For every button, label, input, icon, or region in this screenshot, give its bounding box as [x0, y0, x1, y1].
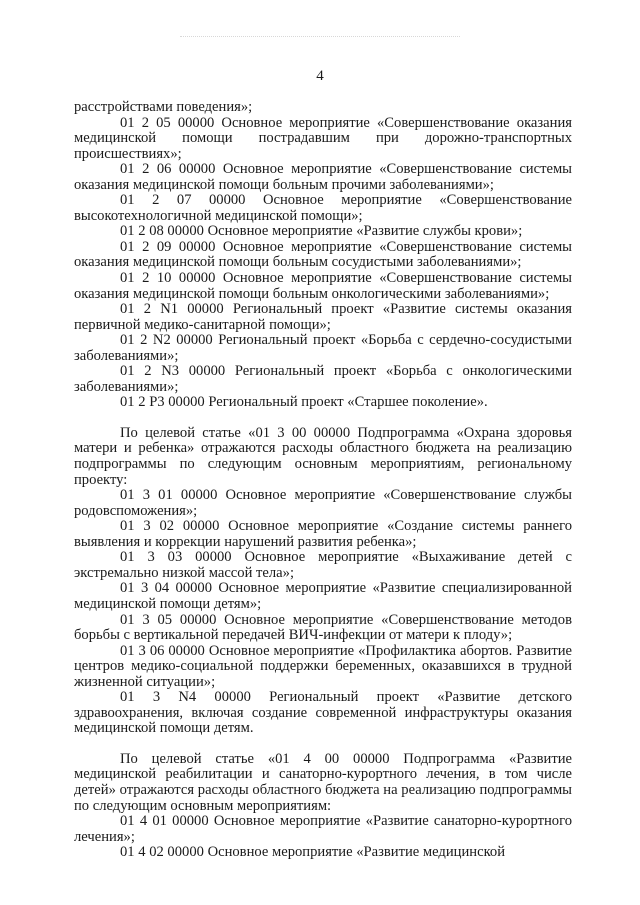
paragraph: 01 4 01 00000 Основное мероприятие «Развитие санаторно-курортного лечения»; [74, 813, 572, 845]
paragraph: 01 3 01 00000 Основное мероприятие «Совершенствование службы родовспоможения»; [74, 487, 572, 519]
paragraph: 01 2 07 00000 Основное мероприятие «Совершенствование высокотехнологичной медицинской помощи»; [74, 192, 572, 224]
scan-artifact-line [180, 36, 460, 38]
document-body [74, 100, 572, 861]
paragraph: 01 3 05 00000 Основное мероприятие «Совершенствование методов борьбы с вертикальной передачей ВИЧ-инфекции от матери к плоду»; [74, 611, 572, 644]
paragraph: 01 4 02 00000 Основное мероприятие «Развитие медицинской [120, 844, 506, 861]
paragraph: 01 2 P3 00000 Региональный проект «Старшее поколение». [120, 394, 488, 411]
paragraph: 01 3 N4 00000 Региональный проект «Развитие детского здравоохранения, включая создание современной инфраструктуры оказания медицинской помощи детям. [74, 689, 572, 737]
paragraph: 01 2 N3 00000 Региональный проект «Борьба с онкологическими заболеваниями»; [74, 363, 572, 395]
paragraph: 01 2 N2 00000 Региональный проект «Борьба с сердечно-сосудистыми заболеваниями»; [74, 332, 572, 364]
paragraph: По целевой статье «01 4 00 00000 Подпрограмма «Развитие медицинской реабилитации и санаторно-курортного лечения, в том числе детей» отражаются расходы областного бюджета на реализацию подпрограммы по следующим основным мероприятиям: [74, 750, 572, 814]
paragraph: 01 2 10 00000 Основное мероприятие «Совершенствование системы оказания медицинской помощи больным онкологическими заболеваниями»; [74, 270, 572, 302]
paragraph: расстройствами поведения»; [74, 99, 253, 115]
paragraph: По целевой статье «01 3 00 00000 Подпрограмма «Охрана здоровья матери и ребенка» отражаются расходы областного бюджета на реализацию подпрограммы по следующим основным мероприятиям, региональному проекту: [74, 424, 572, 488]
paragraph-gap [74, 737, 572, 752]
paragraph: 01 2 N1 00000 Региональный проект «Развитие системы оказания первичной медико-санитарной помощи»; [74, 301, 572, 333]
paragraph: 01 3 04 00000 Основное мероприятие «Развитие специализированной медицинской помощи детям»; [74, 580, 572, 612]
paragraph: 01 2 06 00000 Основное мероприятие «Совершенствование системы оказания медицинской помощи больным прочими заболеваниями»; [74, 161, 572, 193]
paragraph: 01 2 08 00000 Основное мероприятие «Развитие службы крови»; [120, 223, 523, 240]
paragraph: 01 3 03 00000 Основное мероприятие «Выхаживание детей с экстремально низкой массой тела»; [74, 549, 572, 581]
paragraph: 01 3 06 00000 Основное мероприятие «Профилактика абортов. Развитие центров медико-социальной поддержки беременных, оказавшихся в трудной жизненной ситуации»; [74, 642, 572, 690]
paragraph-gap [74, 411, 572, 426]
paragraph: 01 2 09 00000 Основное мероприятие «Совершенствование системы оказания медицинской помощи больным сосудистыми заболеваниями»; [74, 238, 572, 271]
paragraph: 01 3 02 00000 Основное мероприятие «Создание системы раннего выявления и коррекции нарушений развития ребенка»; [74, 518, 572, 550]
paragraph: 01 2 05 00000 Основное мероприятие «Совершенствование оказания медицинской помощи пострадавшим при дорожно-транспортных происшествиях»; [74, 114, 572, 162]
page-number: 4 [316, 68, 324, 84]
